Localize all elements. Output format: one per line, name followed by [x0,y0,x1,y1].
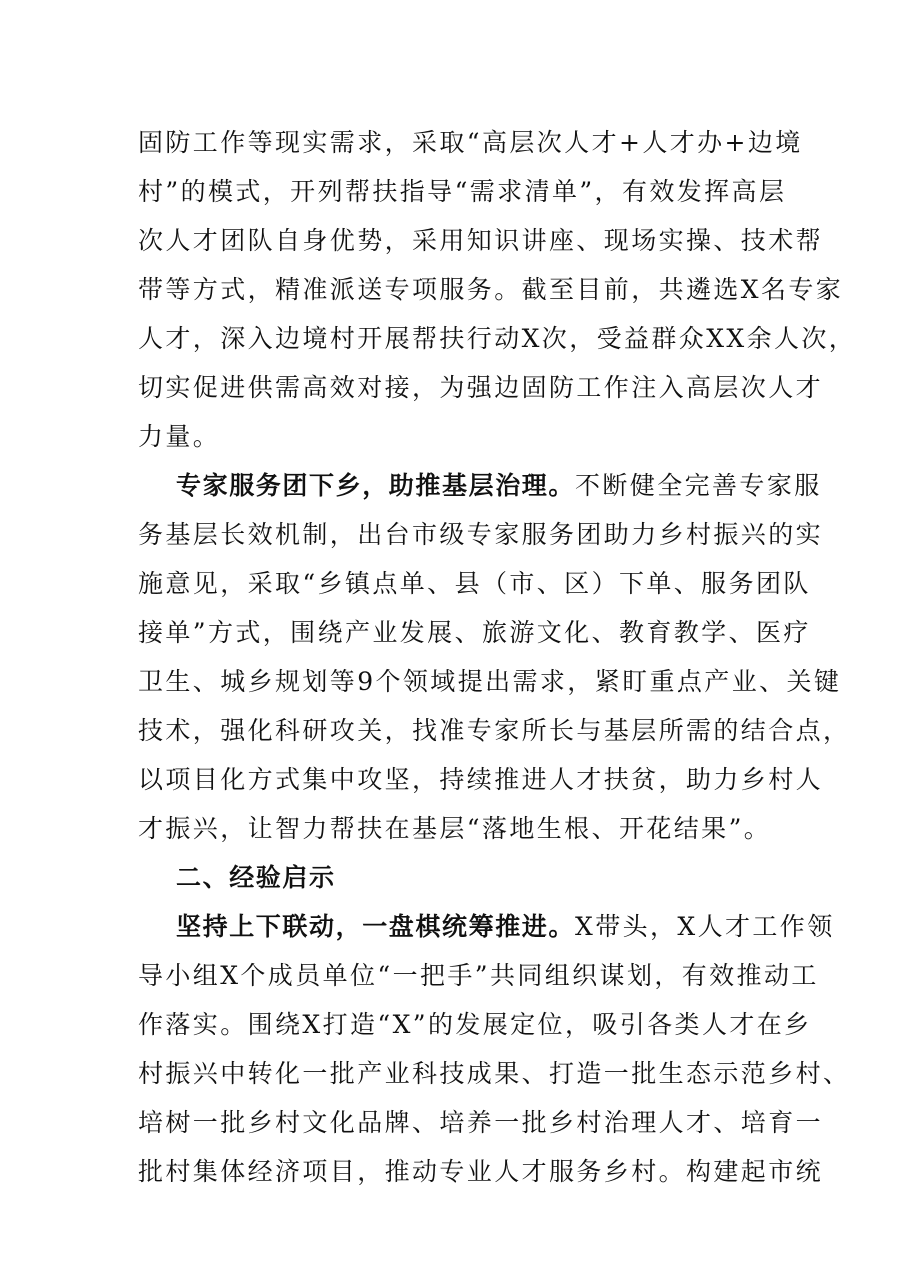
paragraph3-lead-heading: 坚持上下联动，一盘棋统筹推进。 [176,912,576,941]
paragraph3-line-6: 批村集体经济项目，推动专业人才服务乡村。构建起市统 [138,1157,824,1186]
paragraph2-lead-heading: 专家服务团下乡，助推基层治理。 [176,471,576,500]
paragraph1-line-3: 次人才团队自身优势，采用知识讲座、现场实操、技术帮 [138,226,824,255]
paragraph3-line-2: 导小组X个成员单位“一把手”共同组织谋划，有效推动工 [138,961,819,990]
paragraph1-line-4: 带等方式，精准派送专项服务。截至目前，共遴选X名专家 [138,275,844,304]
paragraph1-line-6: 切实促进供需高效对接，为强边固防工作注入高层次人才 [138,373,824,402]
paragraph2-line-7: 以项目化方式集中攻坚，持续推进人才扶贫，助力乡村人 [138,765,824,794]
paragraph3-line-3: 作落实。围绕X打造“X”的发展定位，吸引各类人才在乡 [138,1010,812,1039]
paragraph2-line-4: 接单”方式，围绕产业发展、旅游文化、教育教学、医疗 [138,618,811,647]
paragraph1-line-7: 力量。 [138,422,221,451]
paragraph1-line-5: 人才，深入边境村开展帮扶行动X次，受益群众XX余人次， [138,324,857,353]
paragraph2-line-3: 施意见，采取“乡镇点单、县（市、区）下单、服务团队 [138,569,811,598]
section-heading: 二、经验启示 [176,863,336,892]
paragraph1-line-1: 固防工作等现实需求，采取“高层次人才+人才办+边境 [138,128,803,157]
paragraph3-line-5: 培树一批乡村文化品牌、培养一批乡村治理人才、培育一 [138,1108,824,1137]
paragraph2-line-2: 务基层长效机制，出台市级专家服务团助力乡村振兴的实 [138,520,824,549]
paragraph1-line-2: 村”的模式，开列帮扶指导“需求清单”，有效发挥高层 [138,177,787,206]
paragraph2-line-5: 卫生、城乡规划等9个领域提出需求，紧盯重点产业、关键 [138,667,842,696]
paragraph3-line-4: 村振兴中转化一批产业科技成果、打造一批生态示范乡村、 [138,1059,851,1088]
paragraph2-line-1 [176,471,822,501]
paragraph3-line-1 [176,912,835,942]
paragraph2-line-6: 技术，强化科研攻关，找准专家所长与基层所需的结合点， [138,716,851,745]
paragraph3-first-line-rest: X带头，X人才工作领 [575,912,835,941]
paragraph2-first-line-rest: 不断健全完善专家服 [575,471,822,500]
paragraph2-line-8: 才振兴，让智力帮扶在基层“落地生根、开花结果”。 [138,814,772,843]
